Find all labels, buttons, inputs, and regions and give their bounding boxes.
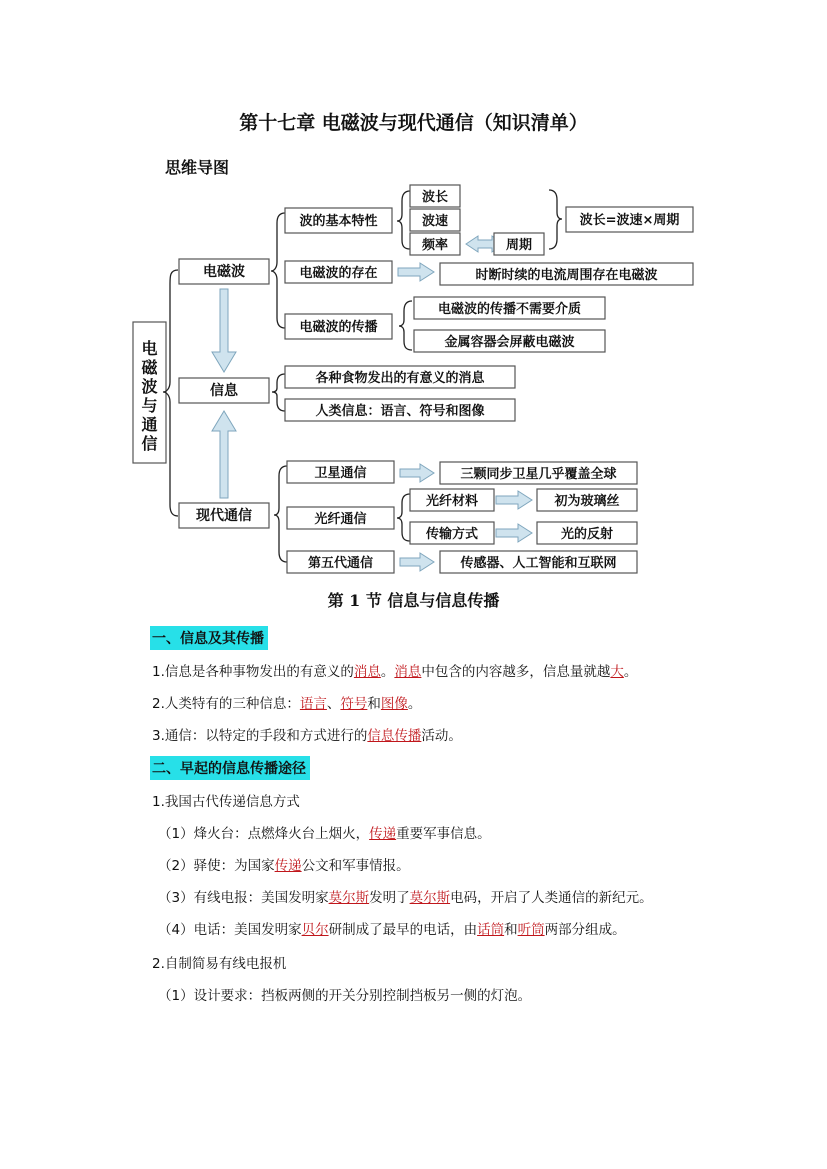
para-2: 2.人类特有的三种信息：语言、符号和图像。 (152, 696, 422, 712)
svg-text:各种食物发出的有意义的消息: 各种食物发出的有意义的消息 (315, 371, 485, 386)
arrow-up-icon (212, 411, 236, 498)
svg-text:第五代通信: 第五代通信 (307, 556, 374, 571)
mind-map-label: 思维导图 (165, 158, 230, 177)
svg-text:周期: 周期 (505, 238, 533, 253)
arrow-right-icon (398, 263, 434, 281)
basic-brace (397, 191, 410, 249)
svg-text:卫星通信: 卫星通信 (314, 466, 367, 481)
svg-text:三颗同步卫星几乎覆盖全球: 三颗同步卫星几乎覆盖全球 (460, 467, 617, 482)
svg-text:时断时续的电流周围存在电磁波: 时断时续的电流周围存在电磁波 (475, 268, 658, 283)
heading-1: 一、信息及其传播 (150, 626, 268, 650)
svg-text:频率: 频率 (421, 238, 449, 253)
svg-text:波速: 波速 (421, 214, 449, 229)
svg-text:光的反射: 光的反射 (560, 527, 614, 542)
em-wave-brace (271, 213, 285, 328)
para-5: （1）烽火台：点燃烽火台上烟火，传递重要军事信息。 (158, 826, 491, 842)
svg-text:波长: 波长 (421, 190, 449, 205)
svg-text:传输方式: 传输方式 (425, 527, 479, 542)
arrow-right-icon (400, 464, 434, 482)
svg-text:波的基本特性: 波的基本特性 (299, 214, 378, 229)
para-7: （3）有线电报：美国发明家莫尔斯发明了莫尔斯电码，开启了人类通信的新纪元。 (158, 890, 653, 906)
svg-text:通: 通 (141, 415, 158, 434)
svg-text:光纤通信: 光纤通信 (314, 512, 367, 527)
para-3: 3.通信：以特定的手段和方式进行的信息传播活动。 (152, 728, 462, 744)
svg-text:光纤材料: 光纤材料 (425, 494, 479, 509)
svg-text:信: 信 (141, 434, 158, 453)
svg-text:波长=波速×周期: 波长=波速×周期 (579, 213, 680, 228)
root-text (141, 339, 158, 453)
arrow-right-icon (496, 491, 532, 509)
para-1: 1.信息是各种事物发出的有意义的消息。消息中包含的内容越多，信息量就越大。 (152, 664, 638, 680)
para-8: （4）电话：美国发明家贝尔研制成了最早的电话，由话筒和听筒两部分组成。 (158, 922, 626, 938)
para-6: （2）驿使：为国家传递公文和军事情报。 (158, 858, 410, 874)
para-9: 2.自制简易有线电报机 (152, 956, 287, 972)
propagation-brace (399, 301, 412, 350)
svg-text:金属容器会屏蔽电磁波: 金属容器会屏蔽电磁波 (444, 335, 575, 350)
modern-brace (274, 466, 287, 562)
info-brace (272, 374, 285, 411)
svg-text:电磁波的存在: 电磁波的存在 (299, 266, 378, 281)
svg-text:现代通信: 现代通信 (196, 508, 252, 524)
svg-text:传感器、人工智能和互联网: 传感器、人工智能和互联网 (460, 556, 617, 571)
svg-text:磁: 磁 (141, 358, 158, 377)
section-title: 第 1 节 信息与信息传播 (327, 591, 500, 610)
heading-2: 二、早起的信息传播途径 (150, 756, 310, 780)
svg-text:信息: 信息 (210, 383, 238, 399)
para-4: 1.我国古代传递信息方式 (152, 794, 300, 810)
arrow-down-icon (212, 289, 236, 372)
para-10: （1）设计要求：挡板两侧的开关分别控制挡板另一侧的灯泡。 (158, 988, 532, 1004)
formula-brace (549, 190, 562, 249)
svg-text:电磁波: 电磁波 (203, 264, 245, 280)
svg-text:与: 与 (141, 396, 158, 415)
svg-text:电磁波的传播: 电磁波的传播 (299, 320, 378, 335)
svg-text:人类信息：语言、符号和图像: 人类信息：语言、符号和图像 (315, 404, 485, 419)
arrow-right-icon (496, 524, 532, 542)
root-brace (163, 270, 178, 516)
svg-text:电磁波的传播不需要介质: 电磁波的传播不需要介质 (437, 302, 582, 317)
svg-text:初为玻璃丝: 初为玻璃丝 (554, 494, 620, 509)
document-title: 第十七章 电磁波与现代通信（知识清单） (239, 112, 588, 134)
arrow-right-icon (400, 553, 434, 571)
svg-text:电: 电 (141, 339, 158, 358)
svg-text:波: 波 (141, 377, 158, 396)
fiber-brace (397, 494, 410, 541)
